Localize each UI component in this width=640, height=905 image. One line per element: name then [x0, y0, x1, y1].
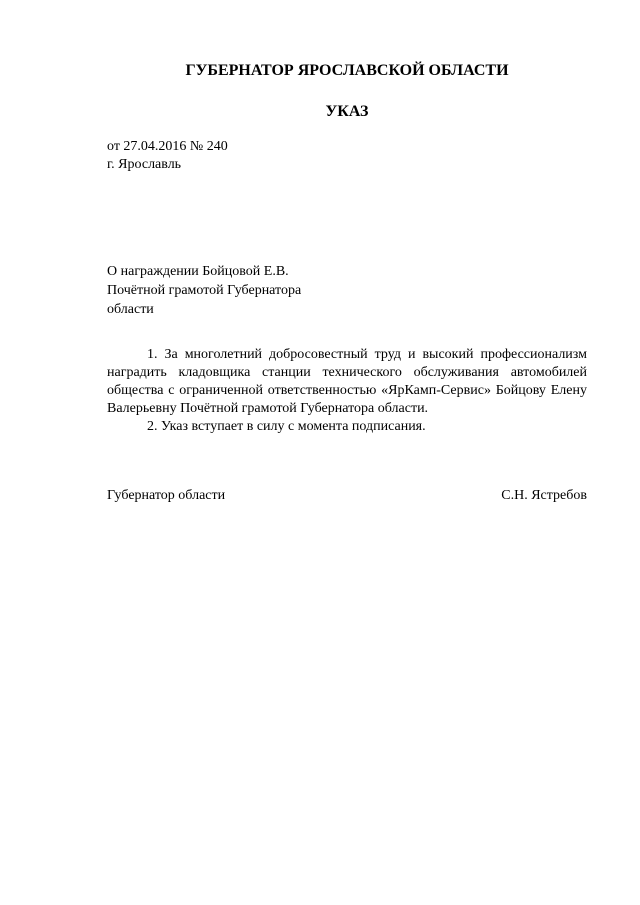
subject-line: области — [107, 302, 154, 317]
signature-block — [107, 487, 587, 505]
document-subject — [107, 262, 367, 319]
body-paragraph-2: 2. Указ вступает в силу с момента подписания. — [147, 419, 426, 434]
document-meta — [107, 138, 228, 174]
signatory-position: Губернатор области — [107, 488, 226, 503]
subject-line: Почётной грамотой Губернатора — [107, 283, 302, 298]
date-and-number: от 27.04.2016 № 240 — [107, 139, 228, 154]
issuing-city: г. Ярославль — [107, 157, 182, 172]
document-type-heading: УКАЗ — [325, 103, 369, 120]
issuing-authority-heading: ГУБЕРНАТОР ЯРОСЛАВСКОЙ ОБЛАСТИ — [185, 62, 509, 79]
signatory-name: С.Н. Ястребов — [501, 488, 587, 503]
subject-line: О награждении Бойцовой Е.В. — [107, 264, 289, 279]
body-paragraph-1: 1. За многолетний добросовестный труд и высокий профессионализм наградить кладовщика станции технического обслуживания автомобилей общества с ограниченной ответственностью «ЯрКамп-Сервис» Бойцову Елену Валерьевну Почётной грамотой Губернатора области. — [107, 347, 587, 416]
document-body — [107, 346, 587, 436]
